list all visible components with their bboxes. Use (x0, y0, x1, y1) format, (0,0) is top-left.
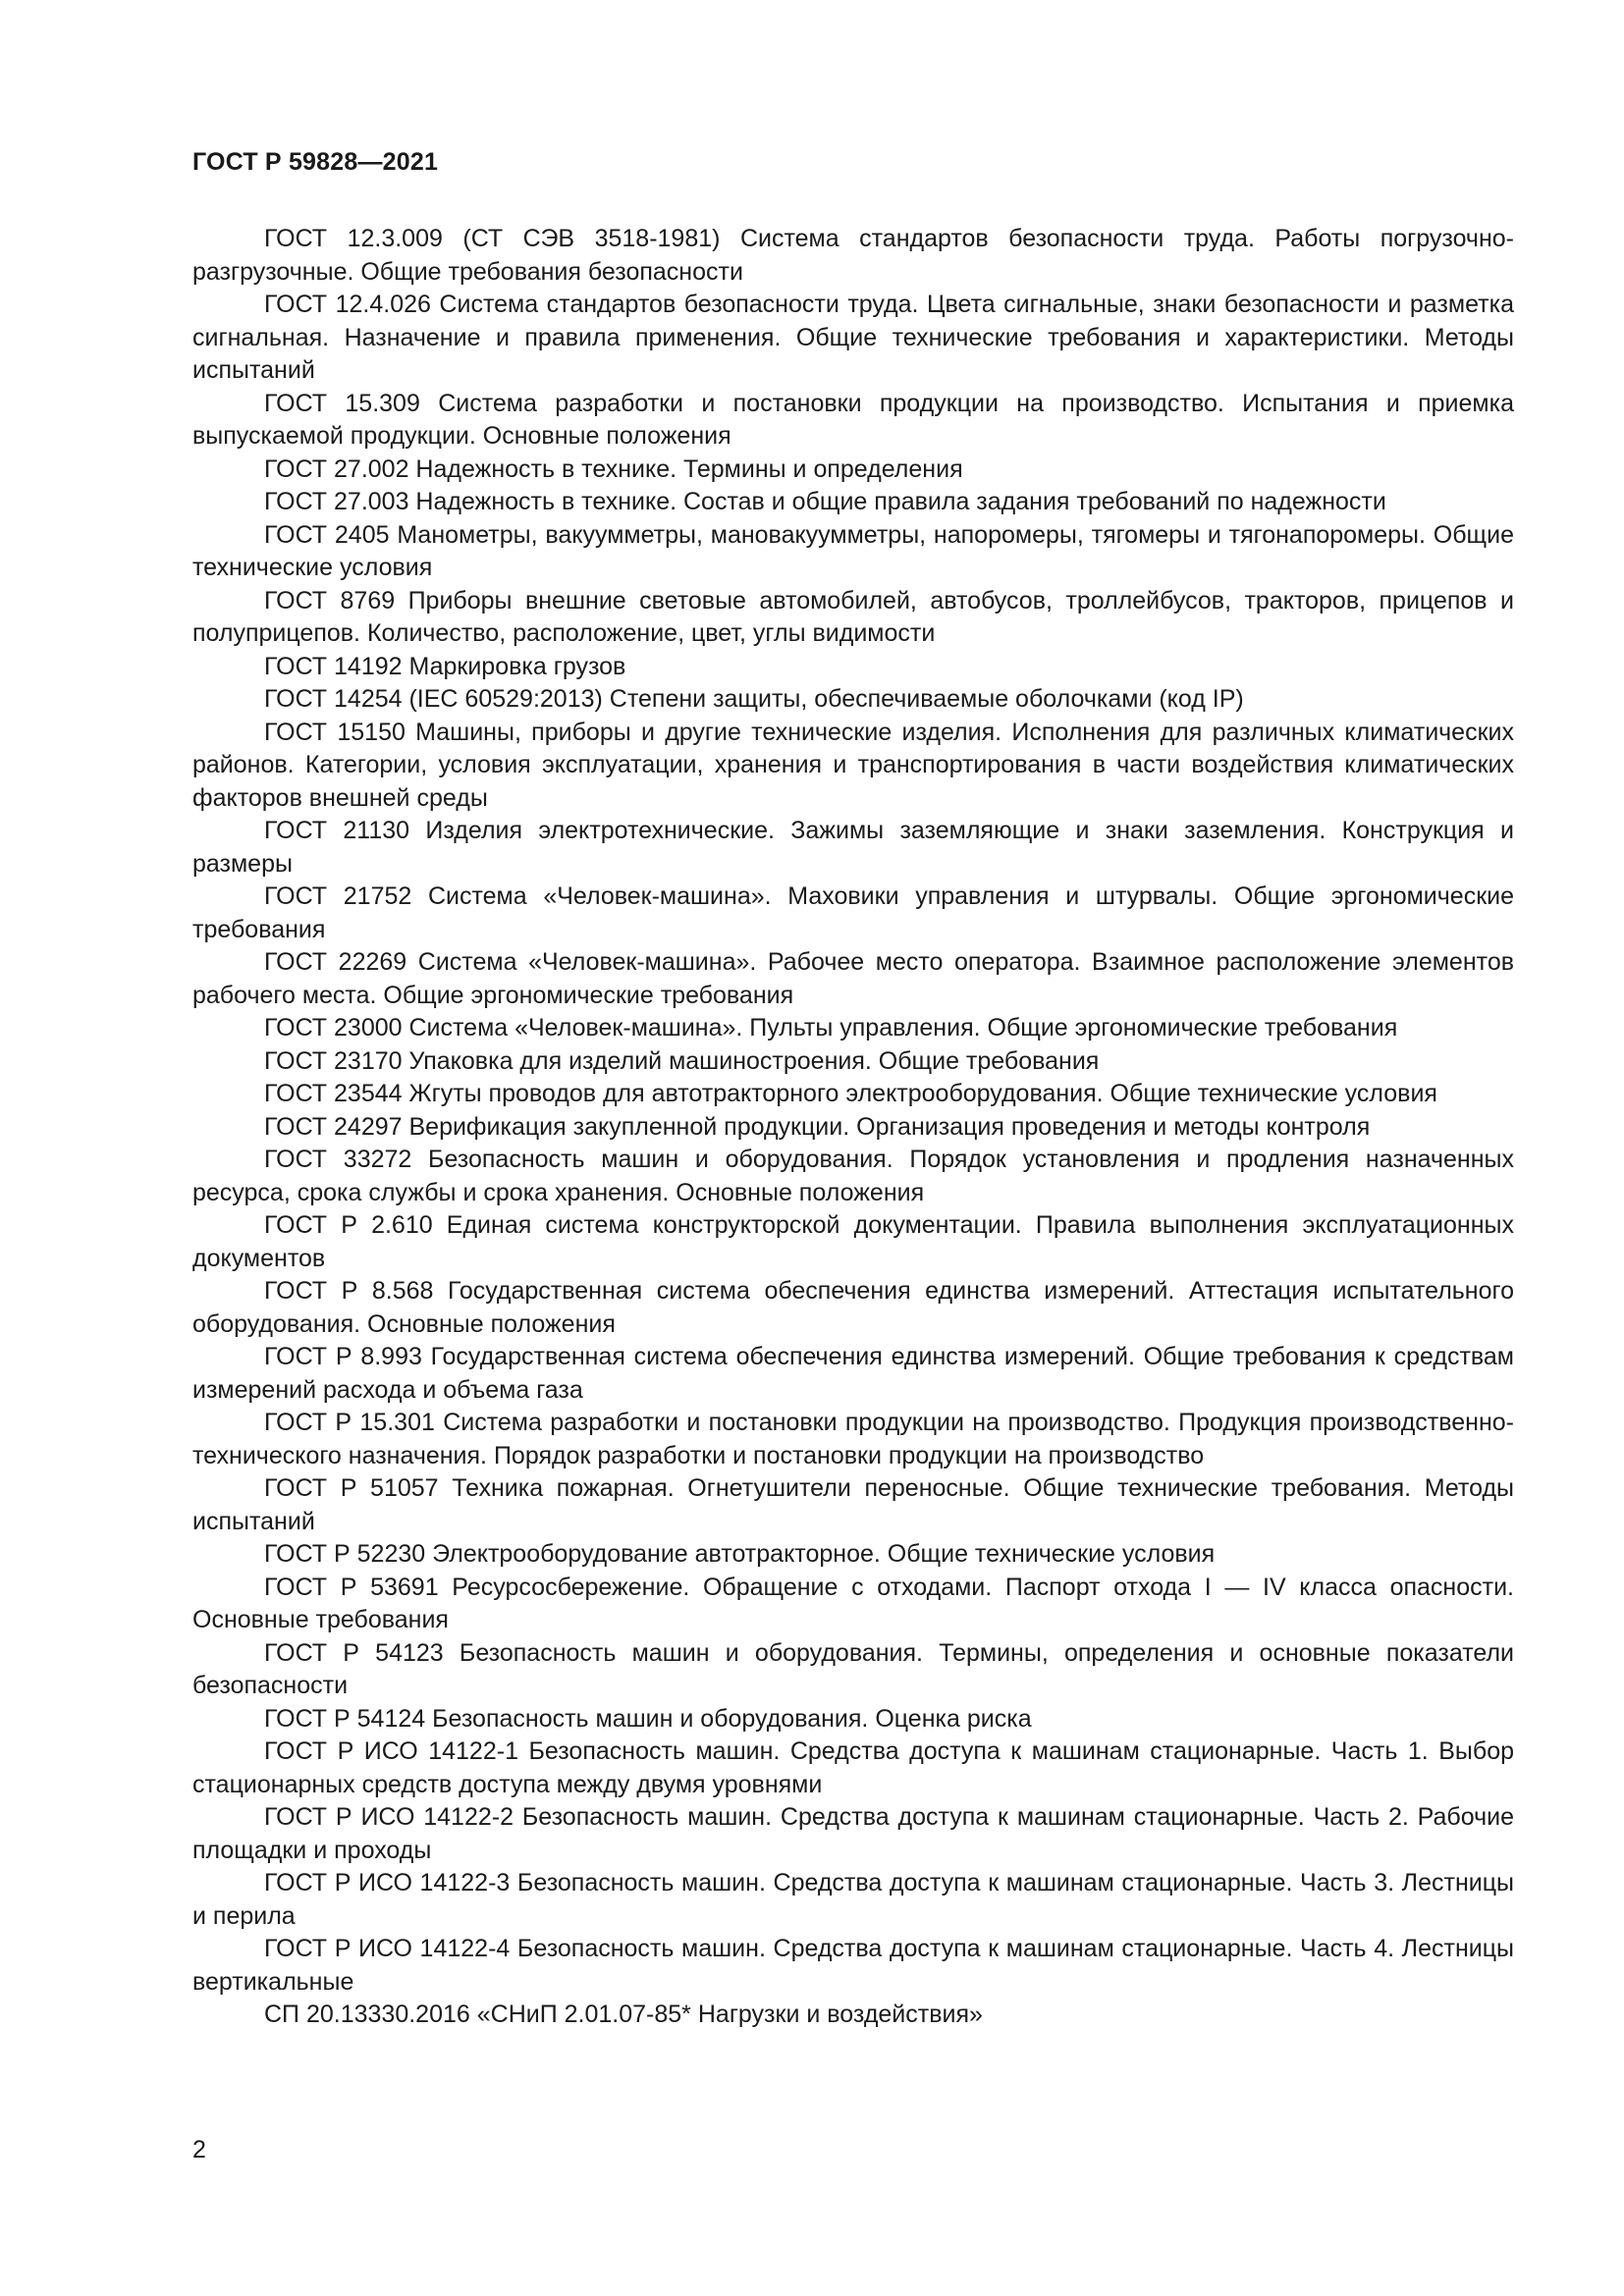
reference-item: ГОСТ 14254 (IEC 60529:2013) Степени защиты, обеспечиваемые оболочками (код IP) (264, 685, 1244, 713)
reference-item: ГОСТ 12.4.026 Система стандартов безопасности труда. Цвета сигнальные, знаки безопасности и разметка сигнальная. Назначение и правила применения. Общие технические требования и характеристики. Методы испытаний (192, 291, 1514, 384)
reference-item: СП 20.13330.2016 «СНиП 2.01.07-85* Нагрузки и воздействия» (264, 2001, 983, 2028)
reference-item: ГОСТ 14192 Маркировка грузов (264, 652, 626, 680)
reference-item: ГОСТ Р 54124 Безопасность машин и оборудования. Оценка риска (264, 1704, 1032, 1733)
reference-item: ГОСТ 23544 Жгуты проводов для автотракторного электрооборудования. Общие технические условия (264, 1080, 1437, 1107)
reference-item: ГОСТ Р 8.568 Государственная система обеспечения единства измерений. Аттестация испытательного оборудования. Основные положения (192, 1277, 1514, 1338)
reference-item: ГОСТ Р 51057 Техника пожарная. Огнетушители переносные. Общие технические требования. Методы испытаний (192, 1474, 1514, 1535)
reference-item: ГОСТ Р ИСО 14122-4 Безопасность машин. Средства доступа к машинам стационарные. Часть 4. Лестницы вертикальные (192, 1935, 1514, 1996)
reference-item: ГОСТ 15.309 Система разработки и постановки продукции на производство. Испытания и приемка выпускаемой продукции. Основные положения (192, 389, 1514, 450)
reference-item: ГОСТ Р 8.993 Государственная система обеспечения единства измерений. Общие требования к средствам измерений расхода и объема газа (192, 1343, 1514, 1404)
reference-item: ГОСТ 2405 Манометры, вакуумметры, мановакуумметры, напоромеры, тягомеры и тягонапоромеры. Общие технические условия (192, 520, 1514, 581)
reference-item: ГОСТ Р 53691 Ресурсосбережение. Обращение с отходами. Паспорт отхода I — IV класса опасности. Основные требования (192, 1573, 1514, 1633)
reference-item: ГОСТ 22269 Система «Человек-машина». Рабочее место оператора. Взаимное расположение элементов рабочего места. Общие эргономические требования (192, 948, 1514, 1009)
reference-item: ГОСТ 27.002 Надежность в технике. Термины и определения (264, 454, 963, 483)
reference-item: ГОСТ Р ИСО 14122-1 Безопасность машин. Средства доступа к машинам стационарные. Часть 1. Выбор стационарных средств доступа между двумя уровнями (192, 1737, 1514, 1798)
reference-item: ГОСТ 15150 Машины, приборы и другие технические изделия. Исполнения для различных климатических районов. Категории, условия эксплуатации, хранения и транспортирования в части воздействия климатических факторов внешней среды (192, 718, 1514, 812)
reference-item: ГОСТ 23170 Упаковка для изделий машиностроения. Общие требования (264, 1046, 1100, 1075)
reference-item: ГОСТ 21752 Система «Человек-машина». Маховики управления и штурвалы. Общие эргономические требования (192, 882, 1514, 943)
page-header: ГОСТ Р 59828—2021 (192, 148, 439, 176)
reference-item: ГОСТ 12.3.009 (СТ СЭВ 3518-1981) Система стандартов безопасности труда. Работы погрузочно-разгрузочные. Общие требования безопасности (192, 225, 1514, 286)
reference-item: ГОСТ 24297 Верификация закупленной продукции. Организация проведения и методы контроля (264, 1112, 1371, 1141)
reference-item: ГОСТ Р ИСО 14122-2 Безопасность машин. Средства доступа к машинам стационарные. Часть 2. Рабочие площадки и проходы (192, 1803, 1514, 1864)
normative-references-list (192, 223, 1514, 2032)
reference-item: ГОСТ Р 52230 Электрооборудование автотракторное. Общие технические условия (264, 1540, 1216, 1568)
reference-item: ГОСТ 8769 Приборы внешние световые автомобилей, автобусов, троллейбусов, тракторов, прицепов и полуприцепов. Количество, расположение, цвет, углы видимости (192, 586, 1514, 647)
reference-item: ГОСТ 27.003 Надежность в технике. Состав и общие правила задания требований по надежности (264, 488, 1386, 515)
reference-item: ГОСТ Р 15.301 Система разработки и постановки продукции на производство. Продукция производственно-технического назначения. Порядок разработки и постановки продукции на производство (192, 1409, 1514, 1469)
reference-item: ГОСТ Р 2.610 Единая система конструкторской документации. Правила выполнения эксплуатационных документов (192, 1211, 1514, 1272)
reference-item: ГОСТ Р 54123 Безопасность машин и оборудования. Термины, определения и основные показатели безопасности (192, 1638, 1514, 1699)
reference-item: ГОСТ Р ИСО 14122-3 Безопасность машин. Средства доступа к машинам стационарные. Часть 3. Лестницы и перила (192, 1869, 1514, 1930)
reference-item: ГОСТ 21130 Изделия электротехнические. Зажимы заземляющие и знаки заземления. Конструкция и размеры (192, 817, 1514, 878)
reference-item: ГОСТ 33272 Безопасность машин и оборудования. Порядок установления и продления назначенных ресурса, срока службы и срока хранения. Основные положения (192, 1146, 1514, 1206)
page-number: 2 (192, 2136, 206, 2163)
reference-item: ГОСТ 23000 Система «Человек-машина». Пульты управления. Общие эргономические требования (264, 1014, 1398, 1041)
